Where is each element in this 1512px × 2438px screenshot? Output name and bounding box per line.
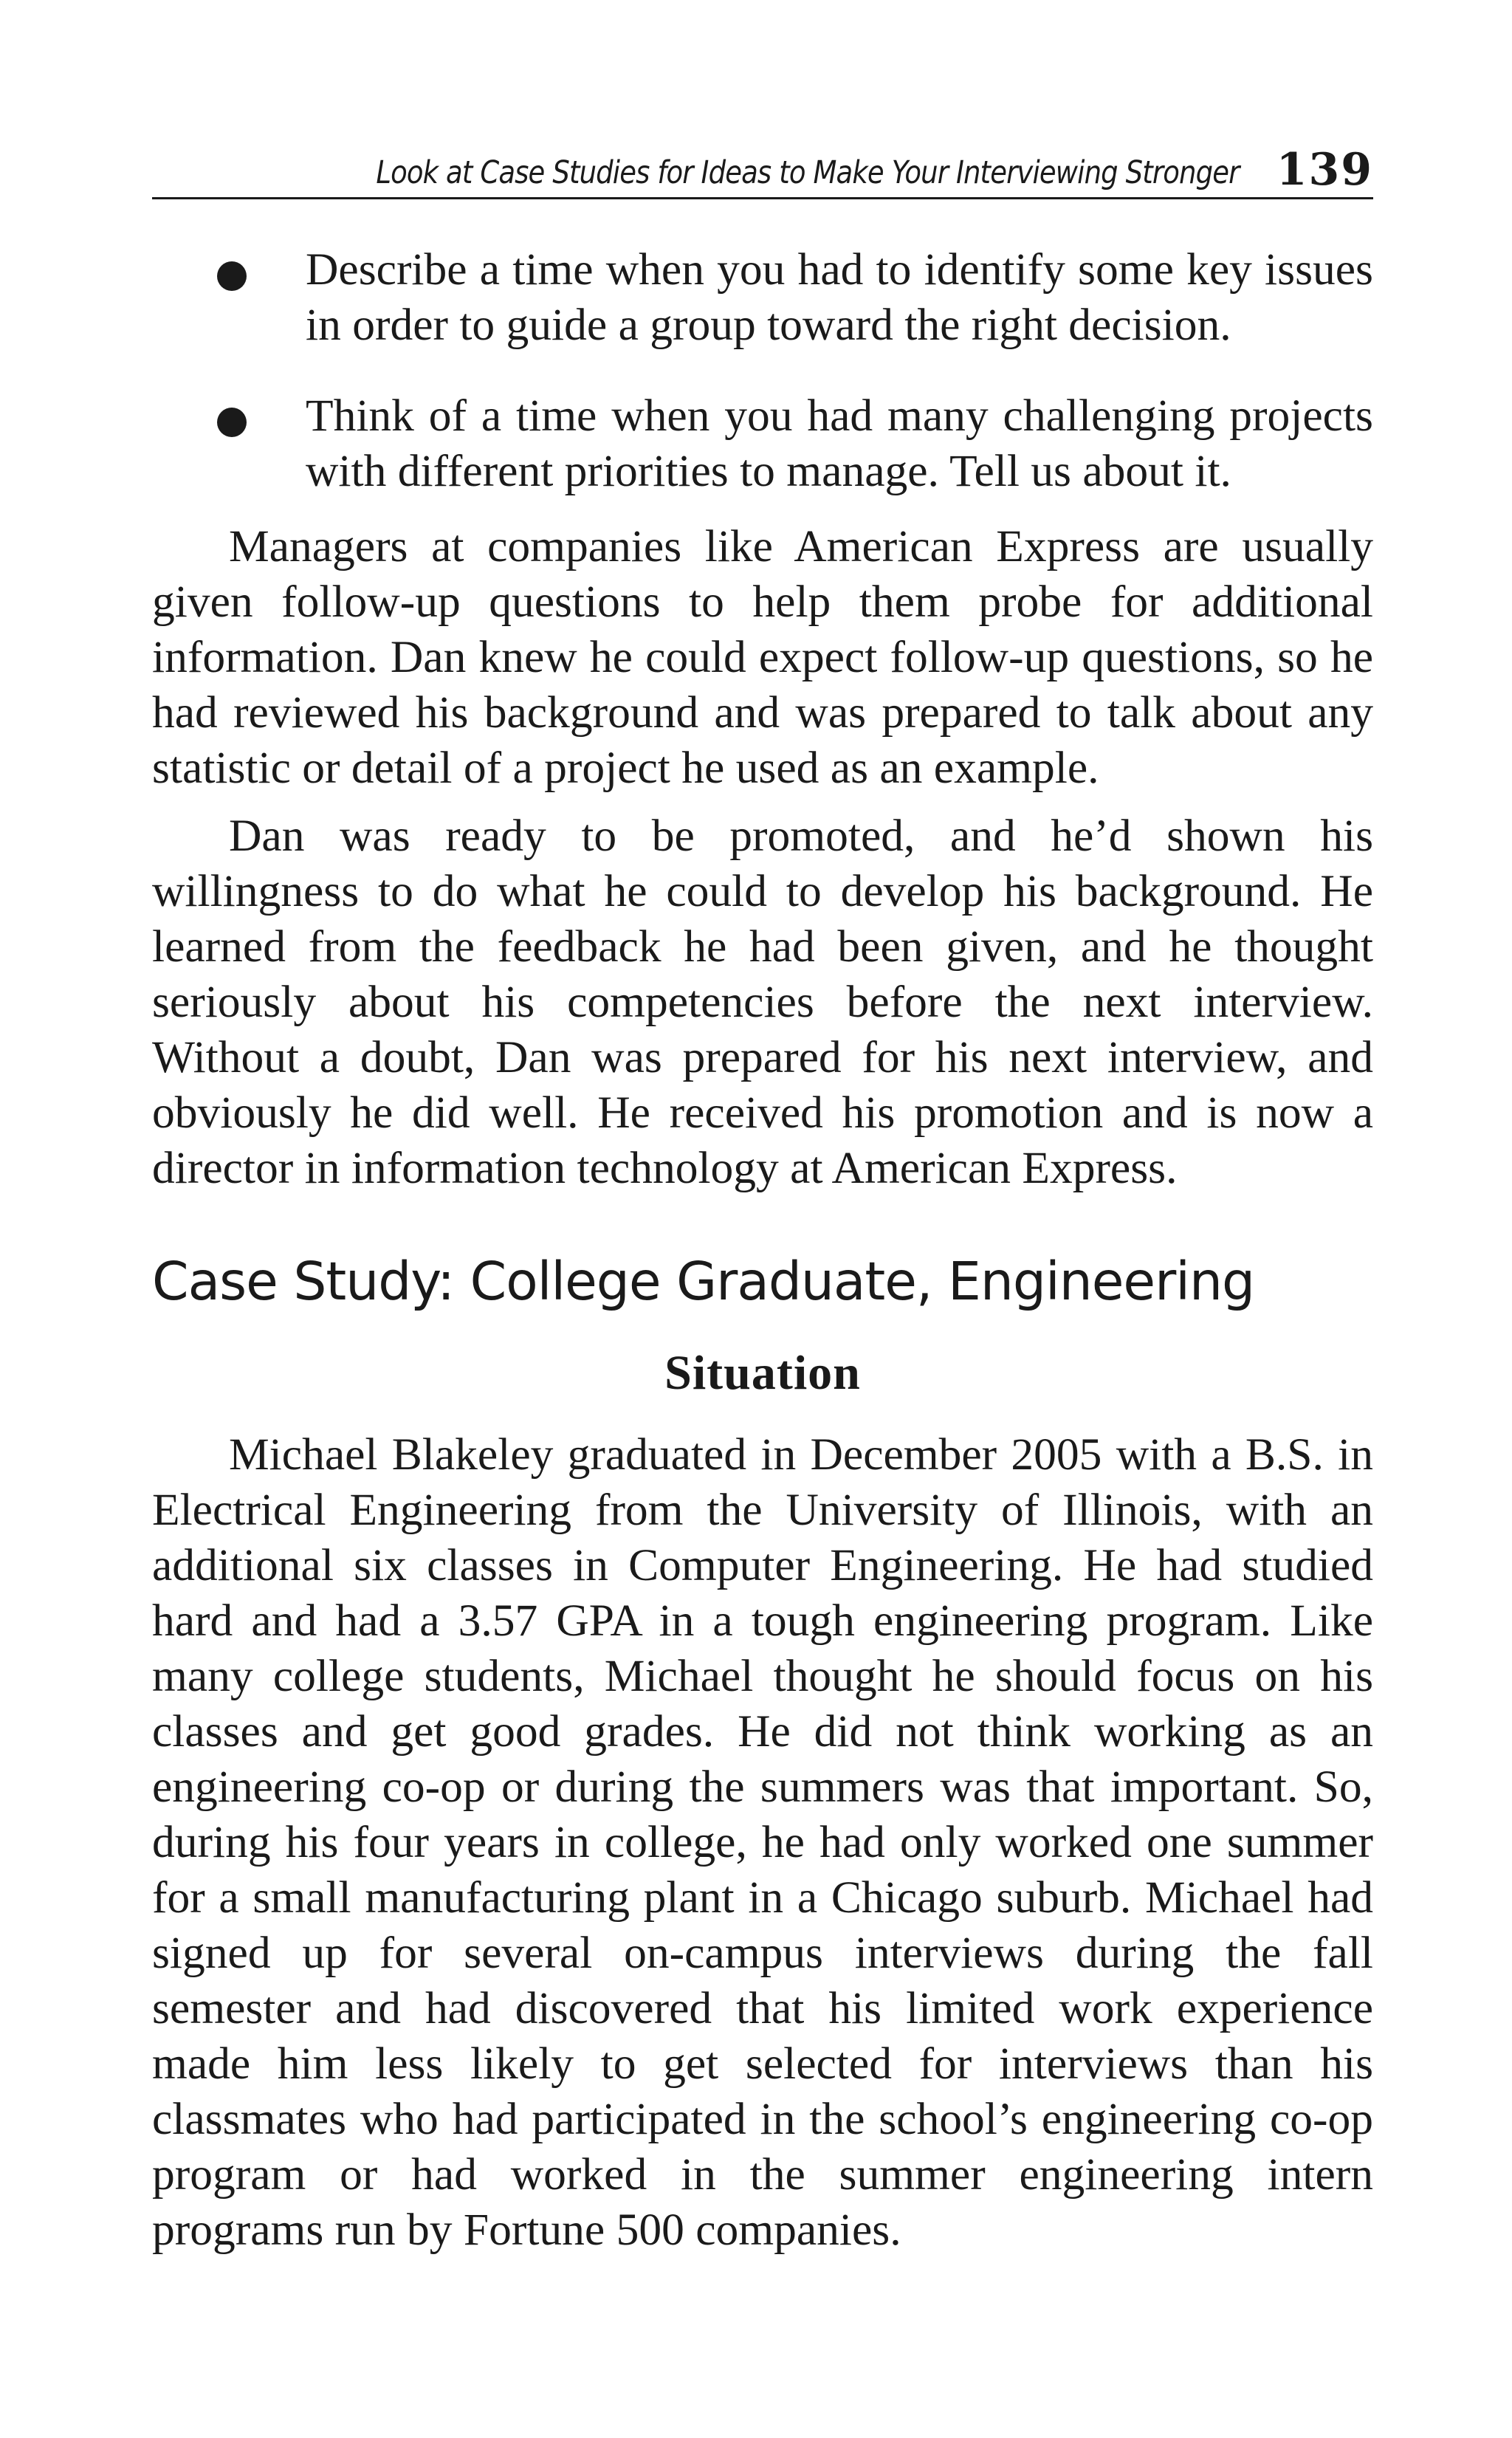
- bullet-text: Describe a time when you had to identify some key issues in order to guide a group toward the right decision.: [306, 244, 1373, 350]
- bullet-text: Think of a time when you had many challenging projects with different priorities to manage. Tell us about it.: [306, 391, 1373, 496]
- bullet-dot-icon: [217, 408, 247, 437]
- bullet-item: [152, 242, 1373, 353]
- page-number: 139: [1276, 144, 1373, 196]
- running-header: [152, 144, 1373, 199]
- running-title: Look at Case Studies for Ideas to Make Your Interviewing Stronger: [375, 154, 1239, 191]
- bullet-list: [152, 242, 1373, 499]
- body-paragraph: Managers at companies like American Express are usually given follow-up questions to help them probe for additional information. Dan knew he could expect follow-up questions, so he had reviewed his background and was prepared to talk about any statistic or detail of a project he used as an example.: [152, 521, 1373, 793]
- body-paragraph: Dan was ready to be promoted, and he’d shown his willingness to do what he could to develop his background. He learned from the feedback he had been given, and he thought seriously about his competencies before the next interview. Without a doubt, Dan was prepared for his next interview, and obviously he did well. He received his promotion and is now a director in information technology at American Express.: [152, 811, 1373, 1193]
- bullet-dot-icon: [217, 261, 247, 291]
- section-paragraph: Michael Blakeley graduated in December 2005 with a B.S. in Electrical Engineering from the University of Illinois, with an additional six classes in Computer Engineering. He had studied hard and had a 3.57 GPA in a tough engineering program. Like many college students, Michael thought he should focus on his classes and get good grades. He did not think working as an engineering co-op or during the summers was that important. So, during his four years in college, he had only worked one summer for a small manufacturing plant in a Chicago suburb. Michael had signed up for several on-campus interviews during the fall semester and had discovered that his limited work experience made him less likely to get selected for interviews than his classmates who had participated in the school’s engineering co-op program or had worked in the summer engineering intern programs run by Fortune 500 companies.: [152, 1429, 1373, 2255]
- bullet-item: [152, 388, 1373, 499]
- section-subheading: Situation: [664, 1346, 861, 1400]
- section-heading: Case Study: College Graduate, Engineering: [152, 1251, 1255, 1312]
